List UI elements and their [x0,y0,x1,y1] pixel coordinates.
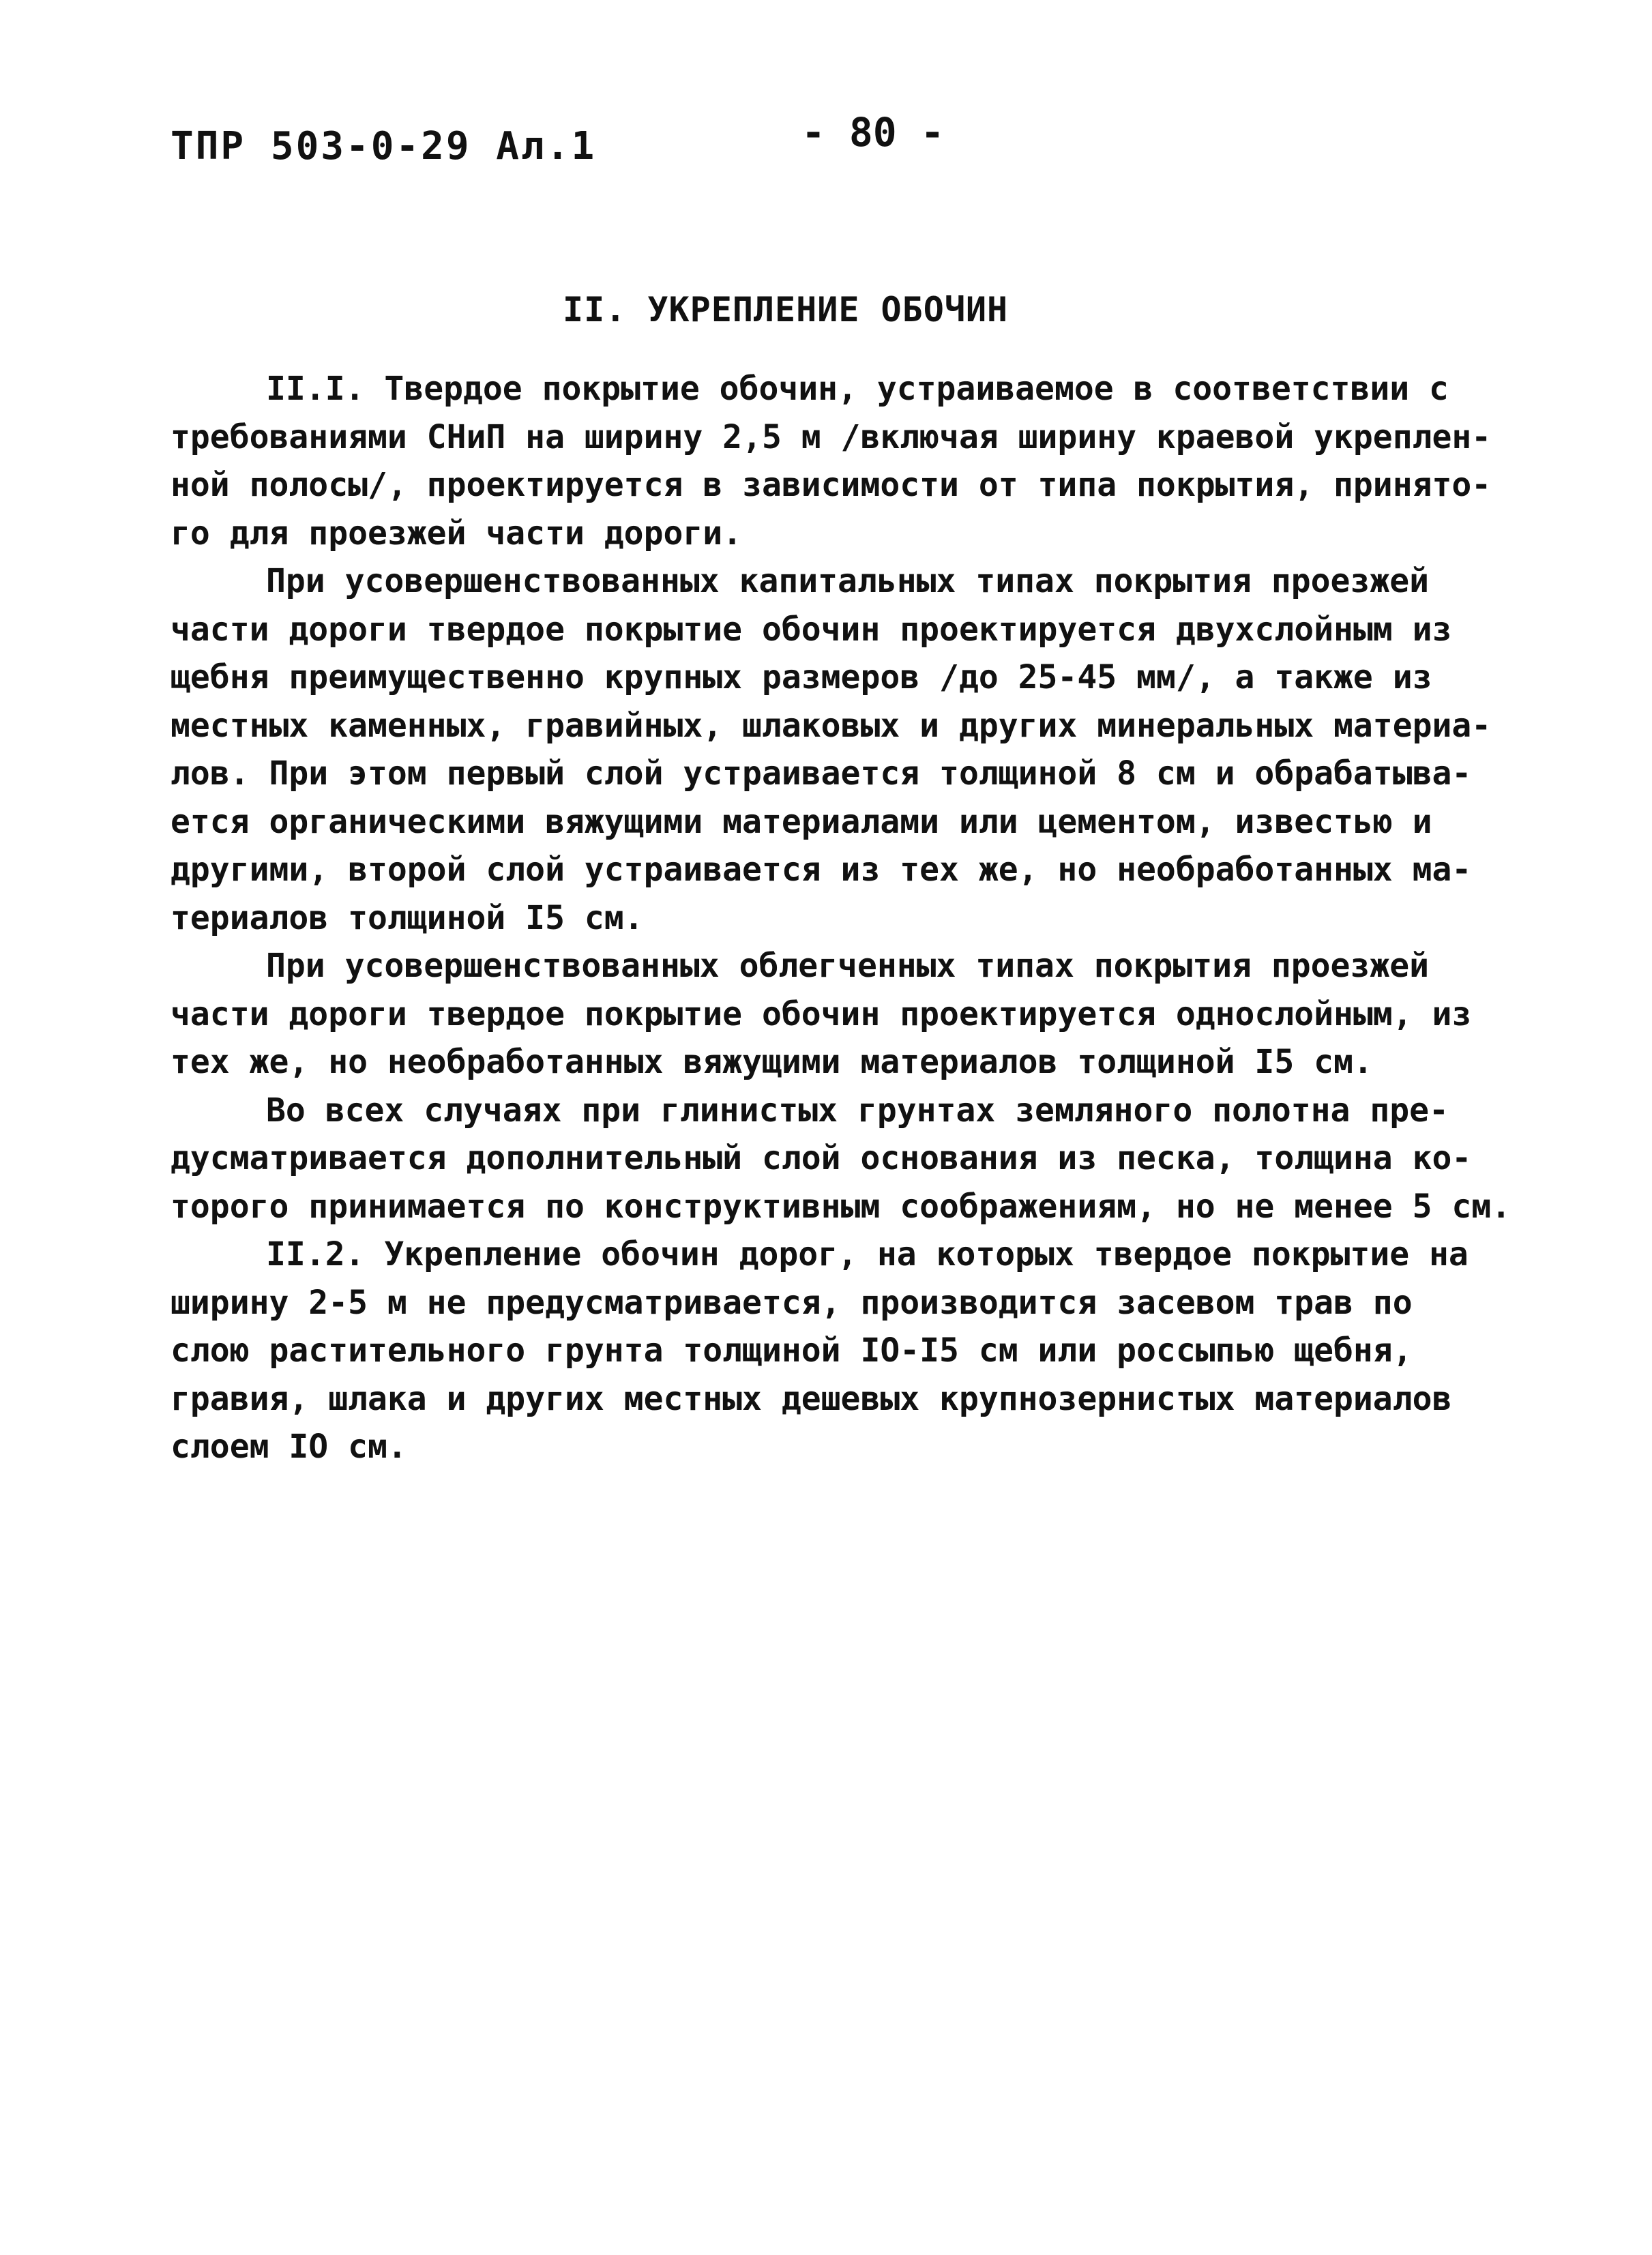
paragraph-line: слою растительного грунта толщиной IO-I5 см или россыпью щебня, [171,1331,1413,1370]
page-number: - 80 - [801,109,945,156]
paragraph-line: ется органическими вяжущими материалами или цементом, известью и [171,802,1432,841]
paragraph-line: ной полосы/, проектируется в зависимости от типа покрытия, принято- [171,466,1492,504]
paragraph-line: ширину 2-5 м не предусматривается, производится засевом трав по [171,1283,1413,1322]
paragraph-line: II.I. Твердое покрытие обочин, устраиваемое в соответствии с [266,370,1449,408]
paragraph-line: местных каменных, гравийных, шлаковых и других минеральных материа- [171,706,1492,745]
paragraph-line: торого принимается по конструктивным соображениям, но не менее 5 см. [171,1187,1511,1226]
body-text [171,365,1511,1471]
paragraph-line: II.2. Укрепление обочин дорог, на которых твердое покрытие на [266,1235,1469,1273]
document-code: ТПР 503-0-29 Ал.1 [171,124,597,168]
paragraph-line: щебня преимущественно крупных размеров /до 25-45 мм/, а также из [171,658,1432,696]
paragraph-line: При усовершенствованных капитальных типах покрытия проезжей [266,562,1430,600]
paragraph-line: териалов толщиной I5 см. [171,898,644,937]
paragraph-line: го для проезжей части дороги. [171,514,743,552]
section-title: II. УКРЕПЛЕНИЕ ОБОЧИН [563,290,1009,329]
paragraph-line: дусматривается дополнительный слой основания из песка, толщина ко- [171,1139,1472,1177]
paragraph-line: другими, второй слой устраивается из тех же, но необработанных ма- [171,851,1472,889]
paragraph-line: лов. При этом первый слой устраивается толщиной 8 см и обрабатыва- [171,754,1472,793]
paragraph-line: При усовершенствованных облегченных типах покрытия проезжей [266,947,1430,985]
paragraph-line: части дороги твердое покрытие обочин проектируется двухслойным из [171,610,1452,649]
paragraph-line: Во всех случаях при глинистых грунтах земляного полотна пре- [266,1091,1449,1130]
paragraph-line: требованиями СНиП на ширину 2,5 м /включая ширину краевой укреплен- [171,417,1492,456]
paragraph-line: части дороги твердое покрытие обочин проектируется однослойным, из [171,994,1472,1033]
paragraph-line: тех же, но необработанных вяжущими материалов толщиной I5 см. [171,1043,1373,1081]
paragraph-line: слоем IO см. [171,1428,407,1466]
paragraph-line: гравия, шлака и других местных дешевых крупнозернистых материалов [171,1379,1452,1418]
